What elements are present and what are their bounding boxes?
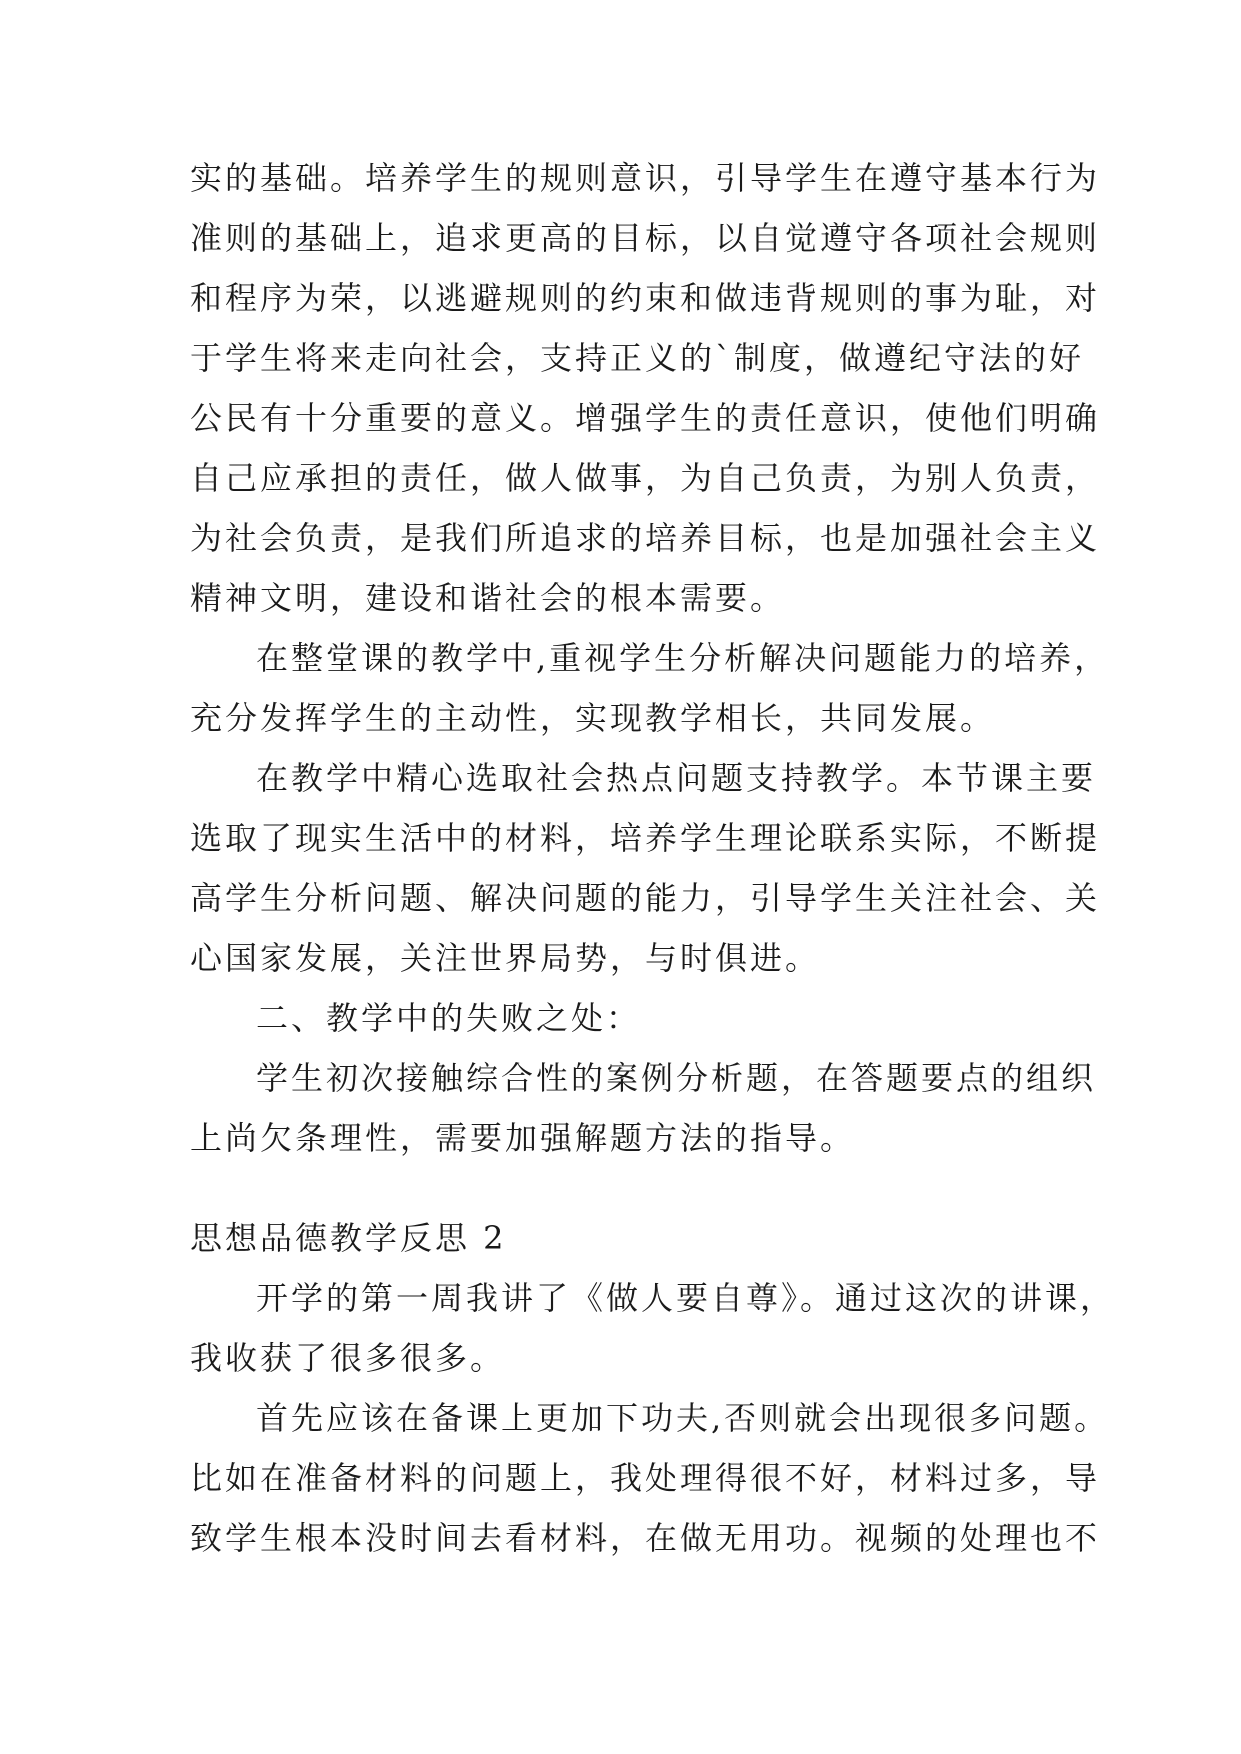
paragraph-line: 充分发挥学生的主动性，实现教学相长，共同发展。: [190, 699, 996, 737]
paragraph-line: 在教学中精心选取社会热点问题支持教学。本节课主要: [256, 759, 1097, 797]
paragraph-line: 开学的第一周我讲了《做人要自尊》。通过这次的讲课，: [256, 1279, 1116, 1317]
section-heading: 二、教学中的失败之处：: [256, 999, 642, 1037]
paragraph-line: 比如在准备材料的问题上，我处理得很不好，材料过多，导: [190, 1459, 1101, 1497]
paragraph-line: 高学生分析问题、解决问题的能力，引导学生关注社会、关: [190, 879, 1101, 917]
paragraph-line: 自己应承担的责任，做人做事，为自己负责，为别人负责，: [190, 459, 1101, 497]
paragraph-line: 公民有十分重要的意义。增强学生的责任意识，使他们明确: [190, 399, 1101, 437]
paragraph-line: 学生初次接触综合性的案例分析题，在答题要点的组织: [256, 1059, 1097, 1097]
paragraph-line: 为社会负责，是我们所追求的培养目标，也是加强社会主义: [190, 519, 1101, 557]
paragraph-line: 于学生将来走向社会，支持正义的`制度，做遵纪守法的好: [190, 339, 1085, 377]
paragraph-line: 上尚欠条理性，需要加强解题方法的指导。: [190, 1119, 856, 1157]
paragraph-line: 精神文明，建设和谐社会的根本需要。: [190, 579, 786, 617]
paragraph-line: 选取了现实生活中的材料，培养学生理论联系实际，不断提: [190, 819, 1101, 857]
paragraph-line: 心国家发展，关注世界局势，与时俱进。: [190, 939, 821, 977]
paragraph-line: 和程序为荣，以逃避规则的约束和做违背规则的事为耻，对: [190, 279, 1101, 317]
paragraph-line: 我收获了很多很多。: [190, 1339, 506, 1377]
document-title: 思想品德教学反思 2: [190, 1219, 507, 1257]
paragraph-line: 致学生根本没时间去看材料，在做无用功。视频的处理也不: [190, 1519, 1101, 1557]
paragraph-line: 在整堂课的教学中,重视学生分析解决问题能力的培养，: [256, 639, 1110, 677]
paragraph-line: 实的基础。培养学生的规则意识，引导学生在遵守基本行为: [190, 159, 1101, 197]
paragraph-line: 准则的基础上，追求更高的目标，以自觉遵守各项社会规则: [190, 219, 1101, 257]
paragraph-line: 首先应该在备课上更加下功夫,否则就会出现很多问题。: [256, 1399, 1110, 1437]
